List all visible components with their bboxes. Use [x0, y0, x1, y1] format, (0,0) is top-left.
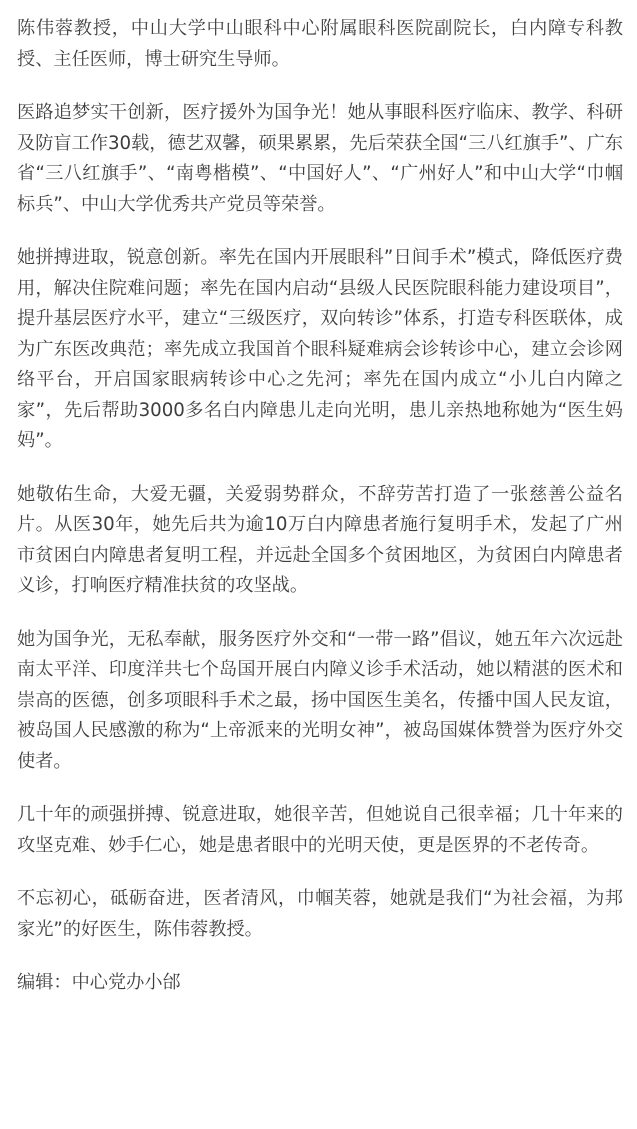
paragraph-charity: 她敬佑生命，大爱无疆，关爱弱势群众，不辞劳苦打造了一张慈善公益名片。从医30年，她先后共为逾10万白内障患者施行复明手术，发起了广州市贫困白内障患者复明工程，并远赴全国多个贫困地区，为贫困白内障患者义诊，打响医疗精准扶贫的攻坚战。: [17, 483, 623, 596]
paragraph-dedication: 几十年的顽强拼搏、锐意进取，她很辛苦，但她说自己很幸福；几十年来的攻坚克难、妙手仁心，她是患者眼中的光明天使，更是医界的不老传奇。: [17, 804, 623, 856]
paragraph-conclusion: 不忘初心，砥砺奋进，医者清风，巾帼芙蓉，她就是我们“为社会福，为邦家光”的好医生，陈伟蓉教授。: [17, 888, 623, 940]
paragraph-intro: 陈伟蓉教授，中山大学中山眼科中心附属眼科医院副院长，白内障专科教授、主任医师，博士研究生导师。: [17, 18, 623, 70]
editor-credit: 编辑：中心党办小邰: [17, 972, 181, 993]
paragraph-medical-diplomacy: 她为国争光，无私奉献，服务医疗外交和“一带一路”倡议，她五年六次远赴南太平洋、印度洋共七个岛国开展白内障义诊手术活动，她以精湛的医术和崇高的医德，创多项眼科手术之最，扬中国医生美名，传播中国人民友谊，被岛国人民感激的称为“上帝派来的光明女神”，被岛国媒体赞誉为医疗外交使者。: [17, 628, 623, 772]
paragraph-honors: 医路追梦实干创新，医疗援外为国争光！她从事眼科医疗临床、教学、科研及防盲工作30载，德艺双馨，硕果累累，先后荣获全国“三八红旗手”、广东省“三八红旗手”、“南粤楷模”、“中国好人”、“广州好人”和中山大学“巾帼标兵”、中山大学优秀共产党员等荣誉。: [17, 102, 623, 215]
paragraph-innovation: 她拼搏进取，锐意创新。率先在国内开展眼科”日间手术”模式，降低医疗费用，解决住院难问题；率先在国内启动“县级人民医院眼科能力建设项目”，提升基层医疗水平，建立“三级医疗，双向转诊”体系，打造专科医联体，成为广东医改典范；率先成立我国首个眼科疑难病会诊转诊中心，建立会诊网络平台，开启国家眼病转诊中心之先河；率先在国内成立“小儿白内障之家”，先后帮助3000多名白内障患儿走向光明，患儿亲热地称她为“医生妈妈”。: [17, 247, 623, 451]
